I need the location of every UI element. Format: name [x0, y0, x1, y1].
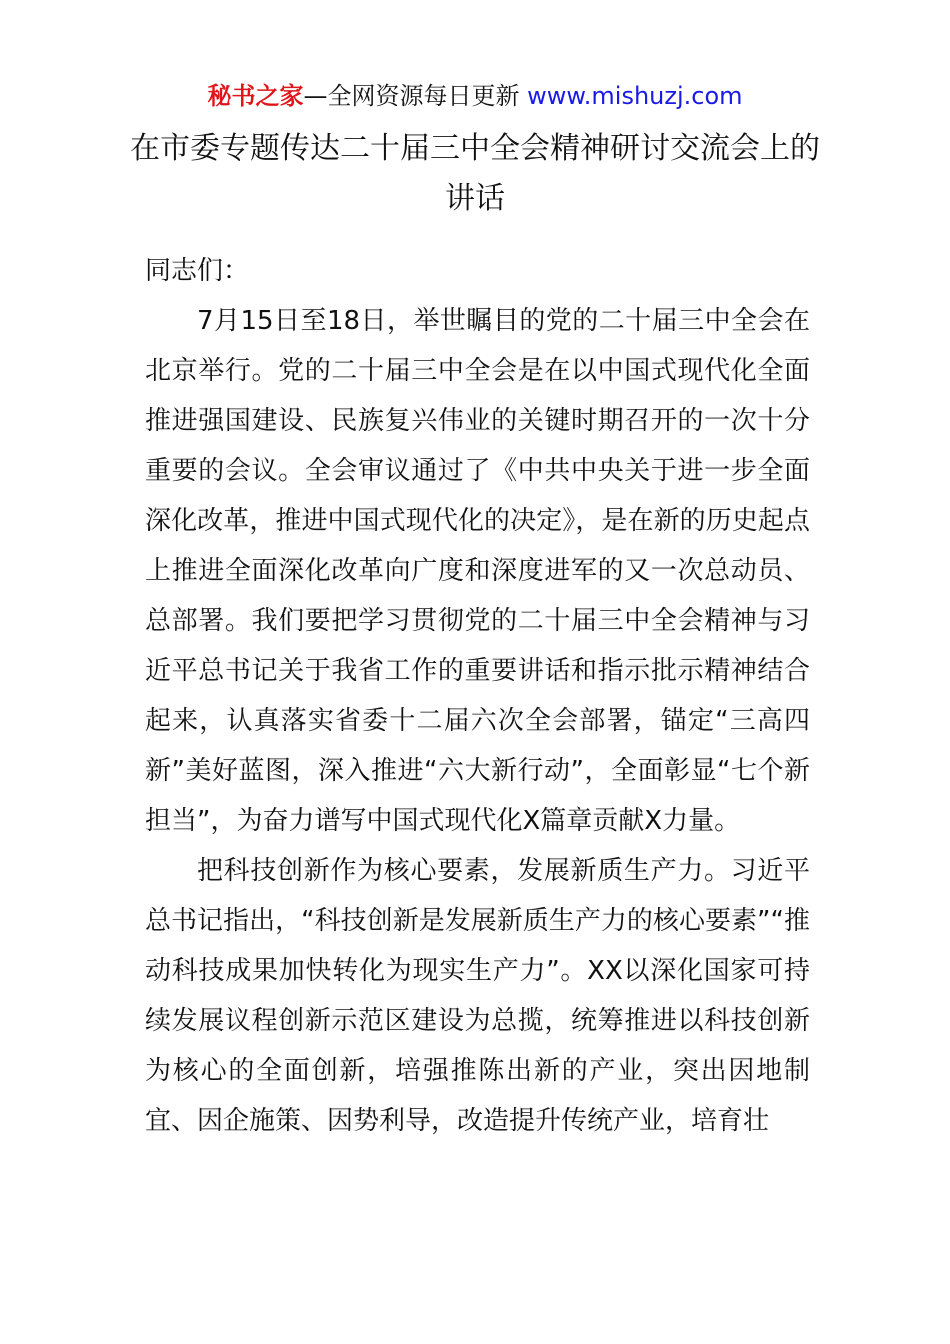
paragraph-1: 7月15日至18日，举世瞩目的党的二十届三中全会在北京举行。党的二十届三中全会是在以中国式现代化全面推进强国建设、民族复兴伟业的关键时期召开的一次十分重要的会议。全会审议通过了《中共中央关于进一步全面深化改革，推进中国式现代化的决定》，是在新的历史起点上推进全面深化改革向广度和深度进军的又一次总动员、总部署。我们要把学习贯彻党的二十届三中全会精神与习近平总书记关于我省工作的重要讲话和指示批示精神结合起来，认真落实省委十二届六次全会部署，锚定“三高四新”美好蓝图，深入推进“六大新行动”，全面彰显“七个新担当”，为奋力谱写中国式现代化X篇章贡献X力量。: [145, 306, 810, 836]
site-header: [0, 80, 950, 112]
brand-name: 秘书之家: [207, 82, 304, 110]
site-url-link[interactable]: www.mishuzj.com: [527, 82, 743, 110]
document-title: 在市委专题传达二十届三中全会精神研讨交流会上的讲话: [130, 131, 820, 216]
header-tagline: —全网资源每日更新: [303, 82, 528, 110]
document-body: [145, 246, 810, 1146]
greeting: 同志们：: [145, 256, 250, 286]
paragraph-2: 把科技创新作为核心要素，发展新质生产力。习近平总书记指出，“科技创新是发展新质生产力的核心要素”“推动科技成果加快转化为现实生产力”。XX以深化国家可持续发展议程创新示范区建设为总揽，统筹推进以科技创新为核心的全面创新，培强推陈出新的产业，突出因地制宜、因企施策、因势利导，改造提升传统产业，培育壮: [145, 856, 810, 1136]
